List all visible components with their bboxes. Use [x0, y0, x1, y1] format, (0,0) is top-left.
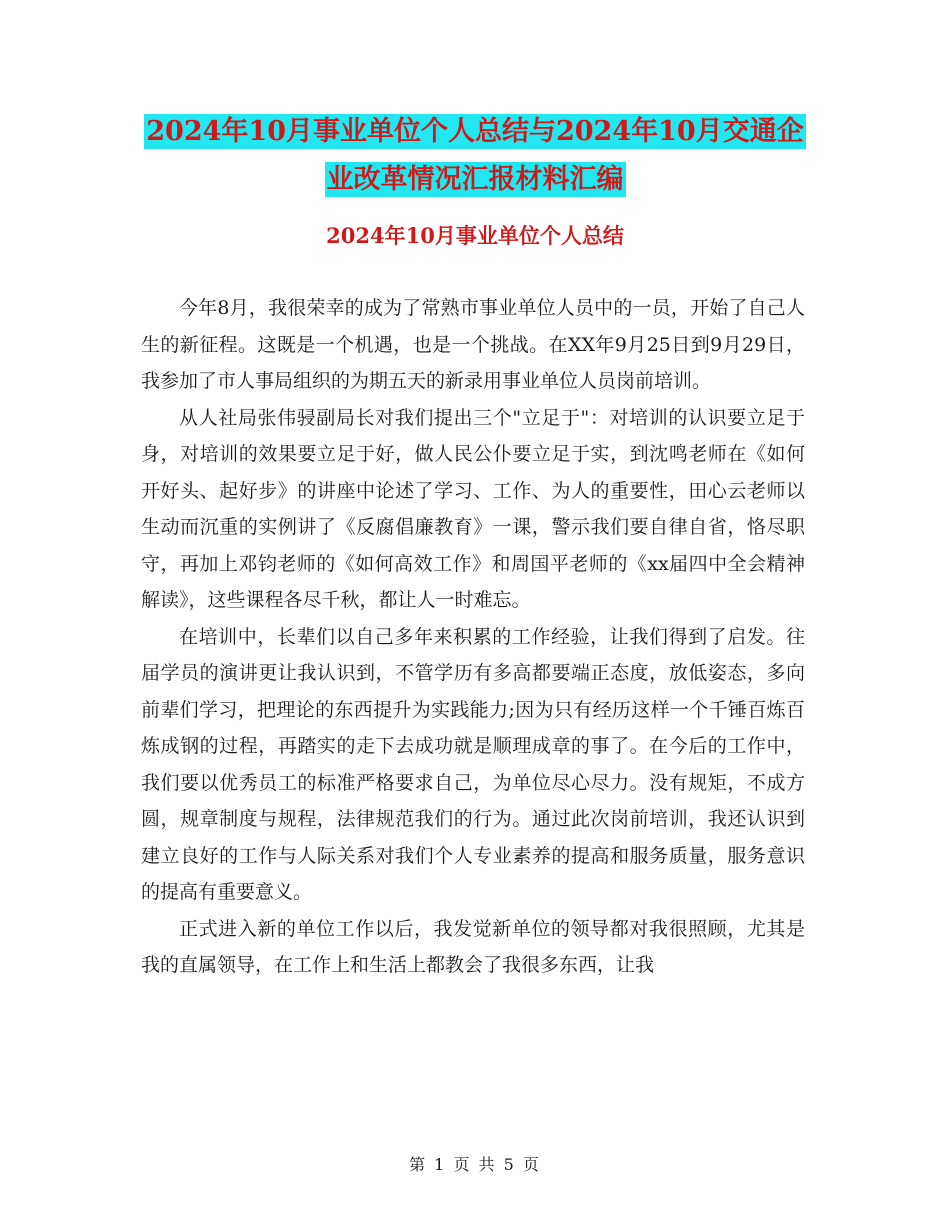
document-title-line-1: 2024年10月事业单位个人总结与2024年10月交通企 [146, 116, 804, 147]
page-number-footer: 第 1 页 共 5 页 [409, 1155, 541, 1174]
section-title: 2024年10月事业单位个人总结 [326, 223, 624, 248]
document-title [0, 108, 950, 204]
document-title-line-2: 业改革情况汇报材料汇编 [326, 164, 624, 195]
paragraph: 今年8月，我很荣幸的成为了常熟市事业单位人员中的一员，开始了自己人生的新征程。这既是一个机遇，也是一个挑战。在XX年9月25日到9月29日，我参加了市人事局组织的为期五天的新录用事业单位人员岗前培训。 [141, 297, 805, 392]
paragraph: 在培训中，长辈们以自己多年来积累的工作经验，让我们得到了启发。往届学员的演讲更让我认识到，不管学历有多高都要端正态度，放低姿态，多向前辈们学习，把理论的东西提升为实践能力;因为只有经历这样一个千锤百炼百炼成钢的过程，再踏实的走下去成功就是顺理成章的事了。在今后的工作中，我们要以优秀员工的标准严格要求自己，为单位尽心尽力。没有规矩，不成方圆，规章制度与规程，法律规范我们的行为。通过此次岗前培训，我还认识到建立良好的工作与人际关系对我们个人专业素养的提高和服务质量，服务意识的提高有重要意义。 [141, 625, 805, 903]
paragraph: 从人社局张伟骎副局长对我们提出三个"立足于"：对培训的认识要立足于身，对培训的效果要立足于好，做人民公仆要立足于实，到沈鸣老师在《如何开好头、起好步》的讲座中论述了学习、工作、为人的重要性，田心云老师以生动而沉重的实例讲了《反腐倡廉教育》一课，警示我们要自律自省，恪尽职守，再加上邓钧老师的《如何高效工作》和周国平老师的《xx届四中全会精神解读》，这些课程各尽千秋，都让人一时难忘。 [141, 406, 805, 611]
document-body [141, 290, 805, 984]
paragraph: 正式进入新的单位工作以后，我发觉新单位的领导都对我很照顾，尤其是我的直属领导，在工作上和生活上都教会了我很多东西，让我 [141, 917, 805, 976]
